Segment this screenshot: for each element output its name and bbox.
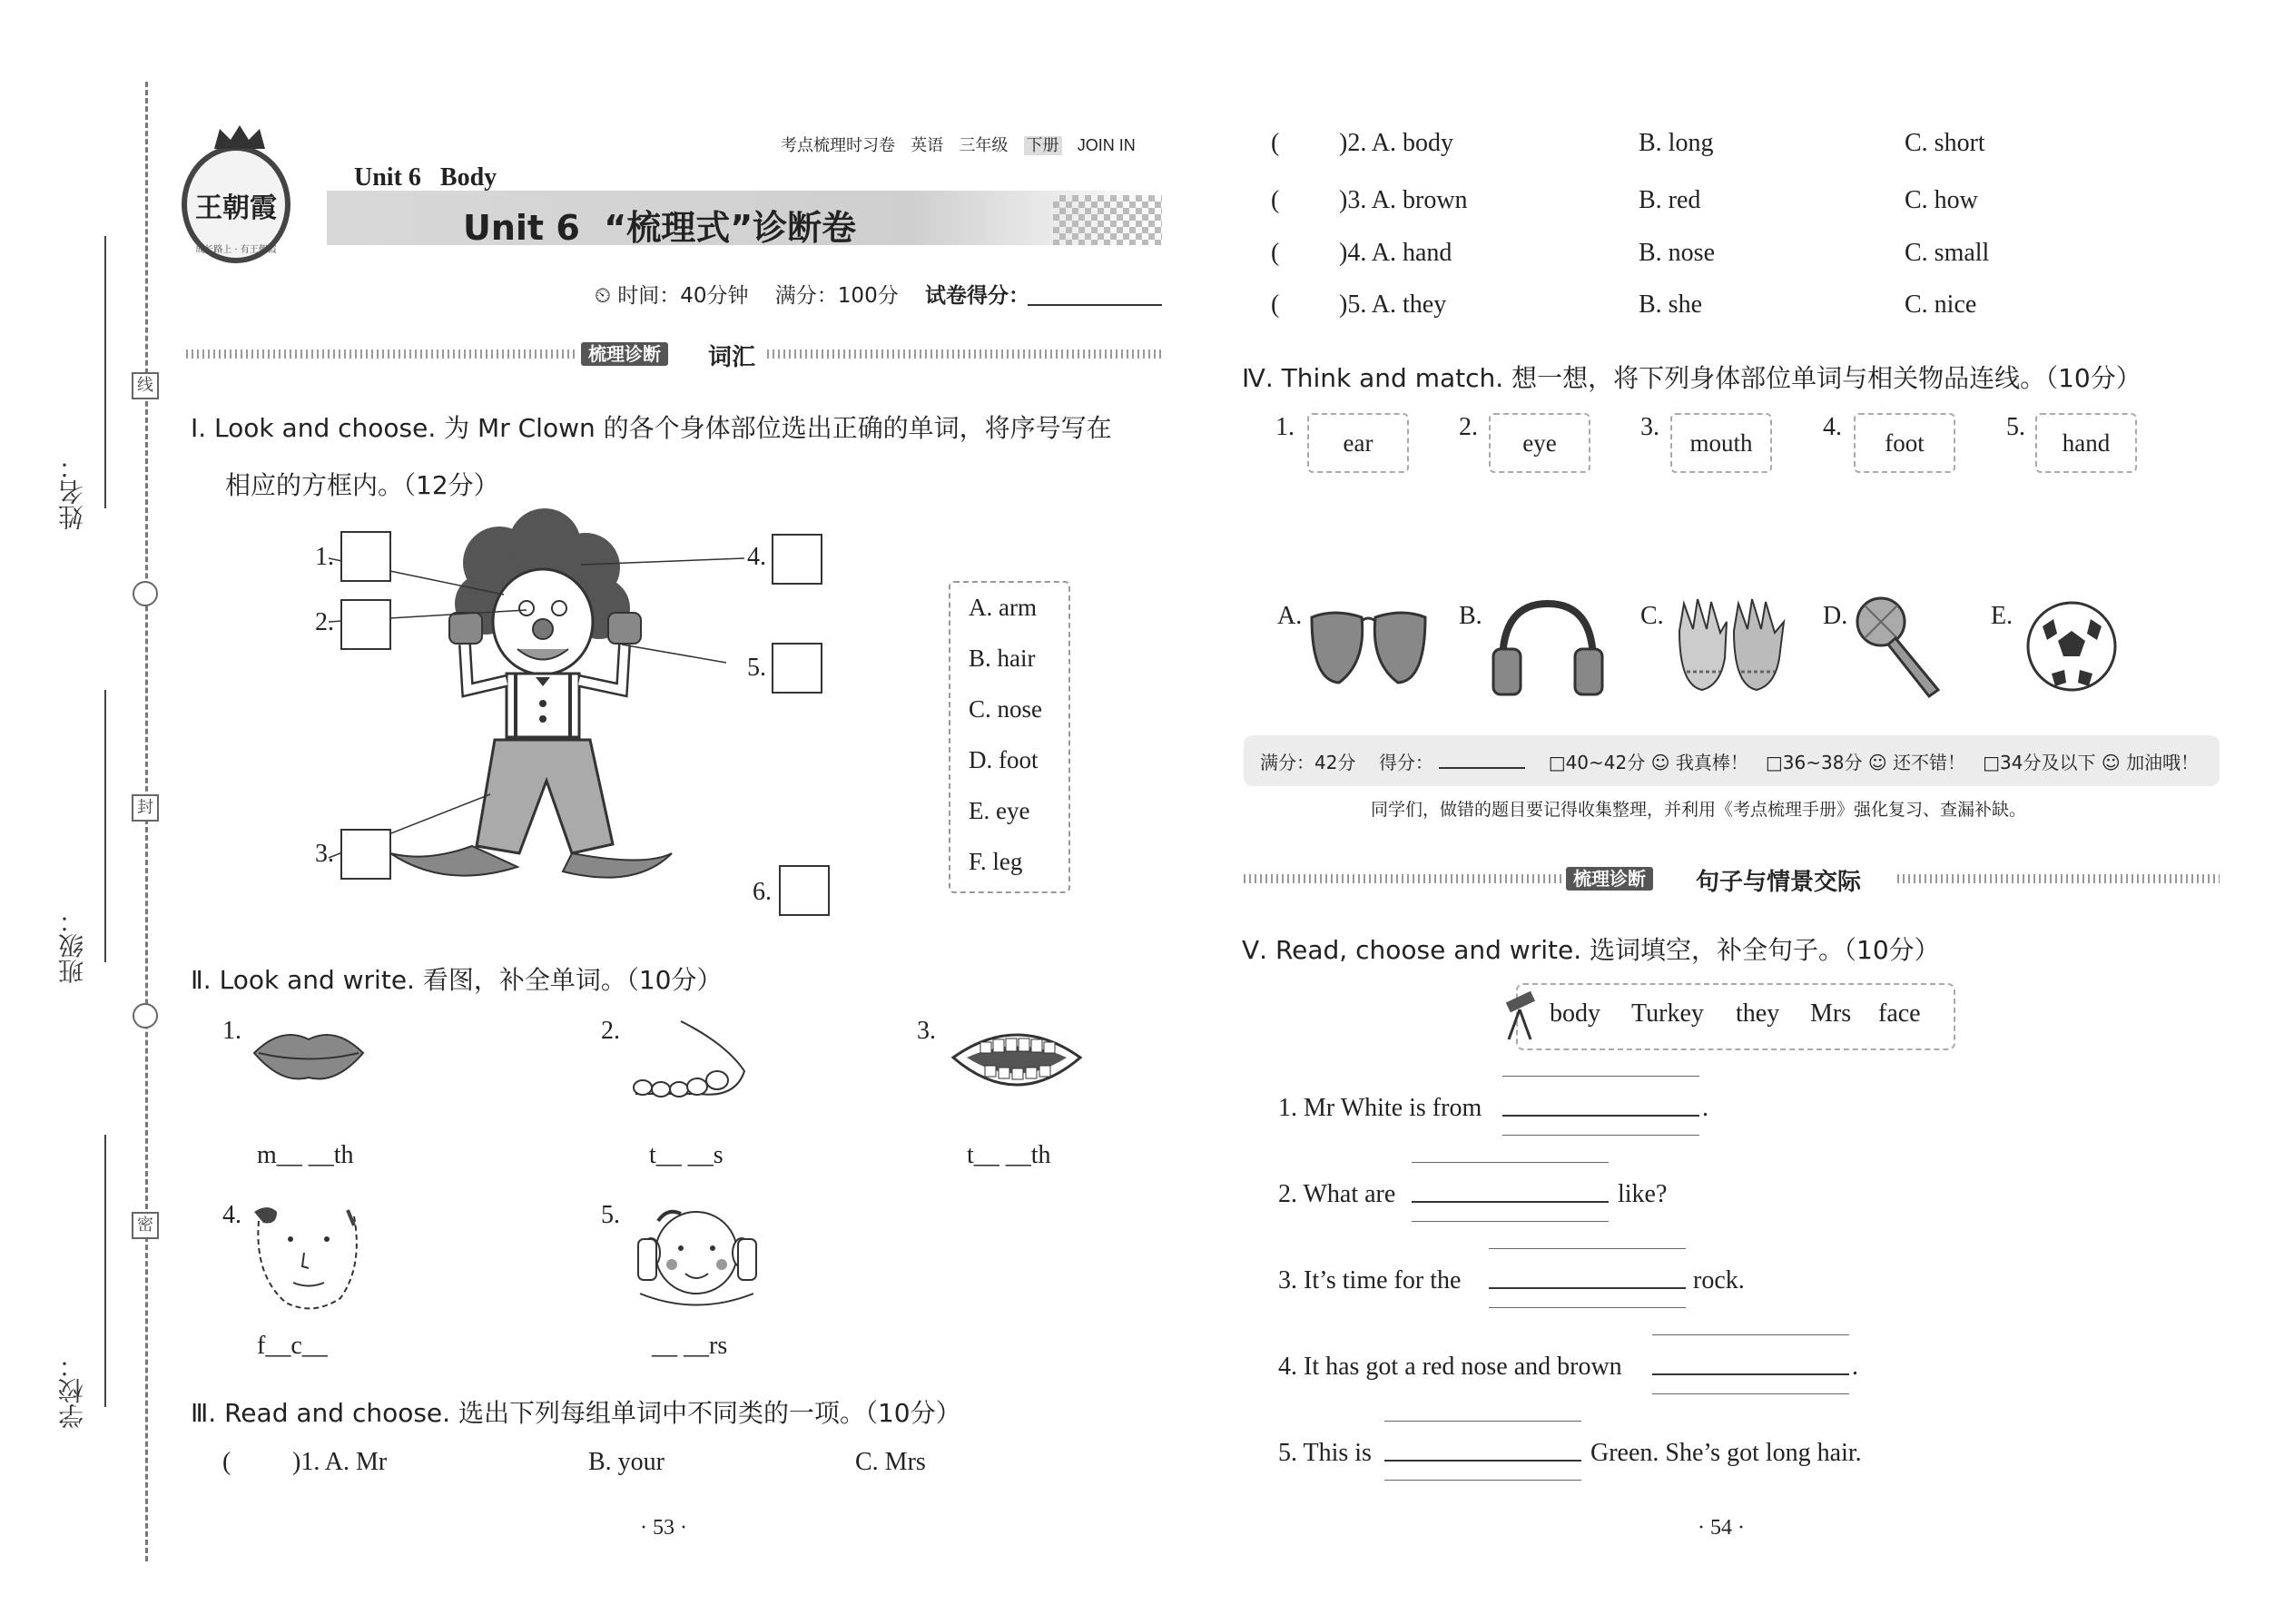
q1-option: E. eye [969, 797, 1030, 824]
section-tag: 梳理诊断 [1566, 867, 1653, 891]
q5-blank-2[interactable] [1412, 1201, 1609, 1203]
q3-paren-1: ( [222, 1448, 231, 1476]
q2-num-4: 4. [222, 1201, 241, 1229]
crown-icon [212, 123, 267, 151]
bank-word: Mrs [1810, 999, 1852, 1028]
range-1: □40~42分 [1548, 752, 1646, 773]
range-2-text: 还不错！ [1893, 752, 1966, 773]
section-tag: 梳理诊断 [581, 342, 668, 366]
range-3-text: 加油哦！ [2126, 752, 2200, 773]
name-line [104, 236, 106, 508]
q1-num-4: 4. [747, 543, 766, 571]
q4-pic-label-a: A. [1277, 602, 1303, 630]
q5-sentence-3-after: rock. [1693, 1266, 1745, 1294]
series-name: 考点梳理时习卷 [781, 136, 895, 155]
bind-circle [133, 1003, 158, 1029]
range-1-text: 我真棒！ [1675, 752, 1748, 773]
school-line [104, 1135, 106, 1407]
q2-num-1: 1. [222, 1017, 241, 1045]
q1-answer-box-3[interactable] [340, 829, 391, 880]
range-2: □36~38分 [1765, 752, 1863, 773]
toes-picture [626, 1017, 753, 1107]
q4-pic-label-b: B. [1459, 602, 1482, 630]
section-vocab-bar [186, 342, 1162, 371]
q1-option: A. arm [969, 594, 1037, 621]
q1-answer-box-6[interactable] [779, 865, 830, 916]
grade: 三年级 [959, 136, 1009, 155]
exam-time: 时间：40分钟 [617, 284, 749, 308]
q2-num-5: 5. [601, 1201, 620, 1229]
q5-sentence-5-before: 5. This is [1278, 1439, 1372, 1467]
logo-brand: 王朝霞 [195, 192, 277, 224]
class-label: 班级： [57, 908, 87, 984]
word-card-hand[interactable]: hand [2035, 413, 2137, 473]
q5-blank-5[interactable] [1384, 1460, 1581, 1462]
bind-tag-secret: 密 [132, 1212, 159, 1239]
q1-answer-box-4[interactable] [772, 534, 822, 585]
page-title: Unit 6 “梳理式”诊断卷 [463, 208, 857, 248]
exam-full-score: 满分：100分 [774, 284, 899, 308]
q3-option-a-2: )2. A. body [1339, 129, 1453, 157]
q3-heading: Ⅲ. Read and choose. 选出下列每组单词中不同类的一项。（10分） [191, 1398, 961, 1428]
word-card-ear[interactable]: ear [1307, 413, 1409, 473]
football-picture [2024, 599, 2120, 694]
q3-option-c-3: C. how [1905, 186, 1978, 214]
q3-option-b-1: B. your [588, 1448, 665, 1476]
telescope-icon [1500, 989, 1540, 1044]
q4-num-5: 5. [2006, 413, 2025, 441]
school-label: 学校： [57, 1353, 87, 1429]
q1-num-2: 2. [315, 608, 334, 636]
q1-option: B. hair [969, 645, 1036, 672]
ears-picture [631, 1203, 763, 1316]
q4-heading: Ⅳ. Think and match. 想一想，将下列身体部位单词与相关物品连线。（10分） [1242, 363, 2141, 393]
brand-logo [182, 145, 290, 263]
q3-option-a-3: )3. A. brown [1339, 186, 1468, 214]
q3-option-a-4: )4. A. hand [1339, 239, 1452, 267]
q1-heading-2: 相应的方框内。（12分） [225, 470, 499, 500]
q4-pic-label-e: E. [1991, 602, 2013, 630]
name-label: 姓名： [57, 454, 87, 530]
score-label: 试卷得分： [924, 284, 1029, 308]
score-input[interactable] [1028, 304, 1162, 306]
q3-option-b-4: B. nose [1639, 239, 1715, 267]
exam-meta [595, 279, 1029, 309]
page-number-right: · 54 · [1698, 1516, 1745, 1540]
word-bank [1516, 983, 1955, 1050]
q5-sentence-3-before: 3. It’s time for the [1278, 1266, 1462, 1294]
word-card-eye[interactable]: eye [1489, 413, 1590, 473]
q2-heading: Ⅱ. Look and write. 看图，补全单词。（10分） [191, 965, 723, 995]
clock-icon: ⏲ [595, 284, 611, 308]
section-title: 词汇 [708, 344, 756, 371]
q3-paren-2: ( [1271, 129, 1280, 157]
cut-line [145, 82, 148, 1561]
q5-sentence-2-before: 2. What are [1278, 1180, 1396, 1208]
section-sentences-bar [1244, 867, 2220, 896]
q2-word-2: t__ __s [649, 1141, 724, 1169]
word-card-mouth[interactable]: mouth [1670, 413, 1772, 473]
gloves-picture [1670, 595, 1793, 699]
face-picture [250, 1203, 368, 1312]
q1-num-6: 6. [753, 878, 772, 906]
bank-word: Turkey [1631, 999, 1704, 1028]
q5-heading: Ⅴ. Read, choose and write. 选词填空，补全句子。（10分） [1242, 935, 1940, 965]
lips-picture [250, 1021, 368, 1085]
q5-blank-4[interactable] [1652, 1373, 1849, 1375]
score-summary [1260, 748, 2199, 774]
smile-icon: ☺ [2101, 752, 2121, 773]
q3-paren-5: ( [1271, 290, 1280, 319]
q1-answer-box-1[interactable] [340, 531, 391, 582]
class-line [104, 690, 106, 962]
q3-option-c-4: C. small [1905, 239, 1990, 267]
q1-heading: Ⅰ. Look and choose. 为 Mr Clown 的各个身体部位选出正确的单词，将序号写在 [191, 413, 1112, 443]
page-number-left: · 53 · [640, 1516, 687, 1540]
microphone-picture [1852, 595, 1952, 699]
q1-answer-box-5[interactable] [772, 643, 822, 694]
q1-answer-box-2[interactable] [340, 599, 391, 650]
q3-option-c-5: C. nice [1905, 290, 1977, 319]
word-card-foot[interactable]: foot [1854, 413, 1955, 473]
q5-sentence-1-before: 1. Mr White is from [1278, 1094, 1482, 1122]
q3-option-b-3: B. red [1639, 186, 1701, 214]
q3-option-c-1: C. Mrs [855, 1448, 926, 1476]
q5-sentence-1-after: . [1702, 1094, 1708, 1122]
q4-num-2: 2. [1459, 413, 1478, 441]
subject: 英语 [911, 136, 944, 155]
q2-word-4: f__c__ [257, 1332, 328, 1360]
edition: JOIN IN [1077, 136, 1136, 154]
smile-icon: ☺ [1867, 752, 1887, 773]
got-score-label: 得分： [1378, 752, 1433, 773]
teeth-picture [944, 1017, 1089, 1107]
q5-sentence-5-after: Green. She’s got long hair. [1590, 1439, 1862, 1467]
q2-word-1: m__ __th [257, 1141, 354, 1169]
bind-tag-line: 线 [132, 372, 159, 399]
q1-option: F. leg [969, 848, 1023, 875]
bank-word: face [1878, 999, 1921, 1028]
q1-num-1: 1. [315, 543, 334, 571]
q5-sentence-2-after: like? [1618, 1180, 1668, 1208]
q1-options-box [949, 581, 1070, 893]
series-info [781, 133, 1136, 156]
q3-option-a-1: )1. A. Mr [292, 1448, 388, 1476]
unit-subtitle: Unit 6 Body [354, 163, 497, 192]
q1-num-3: 3. [315, 840, 334, 868]
q5-sentence-4-after: . [1852, 1353, 1858, 1381]
q4-pic-label-c: C. [1640, 602, 1664, 630]
logo-slogan: 成长路上 · 有王朝霞 [195, 245, 277, 255]
bind-tag-seal: 封 [132, 794, 159, 822]
q5-blank-1[interactable] [1502, 1115, 1699, 1117]
q4-pic-label-d: D. [1823, 602, 1848, 630]
bind-circle [133, 581, 158, 606]
q5-blank-3[interactable] [1489, 1287, 1686, 1289]
q1-option: D. foot [969, 746, 1039, 773]
range-3: □34分及以下 [1983, 752, 2096, 773]
q3-option-a-5: )5. A. they [1339, 290, 1447, 319]
q2-num-3: 3. [917, 1017, 936, 1045]
checker-pattern [1053, 195, 1162, 245]
headphones-picture [1489, 599, 1607, 699]
q1-option: C. nose [969, 695, 1042, 723]
q2-word-3: t__ __th [967, 1141, 1051, 1169]
q2-word-5: __ __rs [652, 1332, 728, 1360]
section-title: 句子与情景交际 [1696, 869, 1862, 896]
q1-num-5: 5. [747, 654, 766, 682]
full-score: 满分：42分 [1260, 752, 1356, 773]
q4-num-3: 3. [1640, 413, 1659, 441]
q4-num-4: 4. [1823, 413, 1842, 441]
bank-word: body [1550, 999, 1600, 1028]
smile-icon: ☺ [1650, 752, 1670, 773]
q3-option-b-5: B. she [1639, 290, 1702, 319]
sunglasses-picture [1307, 599, 1430, 690]
q3-option-b-2: B. long [1639, 129, 1714, 157]
score-summary-bar [1244, 735, 2220, 786]
q3-option-c-2: C. short [1905, 129, 1985, 157]
got-score-input[interactable] [1439, 767, 1525, 769]
q3-paren-4: ( [1271, 239, 1280, 267]
q3-paren-3: ( [1271, 186, 1280, 214]
q5-sentence-4-before: 4. It has got a red nose and brown [1278, 1353, 1622, 1381]
term: 下册 [1024, 136, 1062, 155]
q2-num-2: 2. [601, 1017, 620, 1045]
review-note: 同学们，做错的题目要记得收集整理，并利用《考点梳理手册》强化复习、查漏补缺。 [1371, 800, 2027, 820]
q4-num-1: 1. [1275, 413, 1295, 441]
bank-word: they [1736, 999, 1780, 1028]
